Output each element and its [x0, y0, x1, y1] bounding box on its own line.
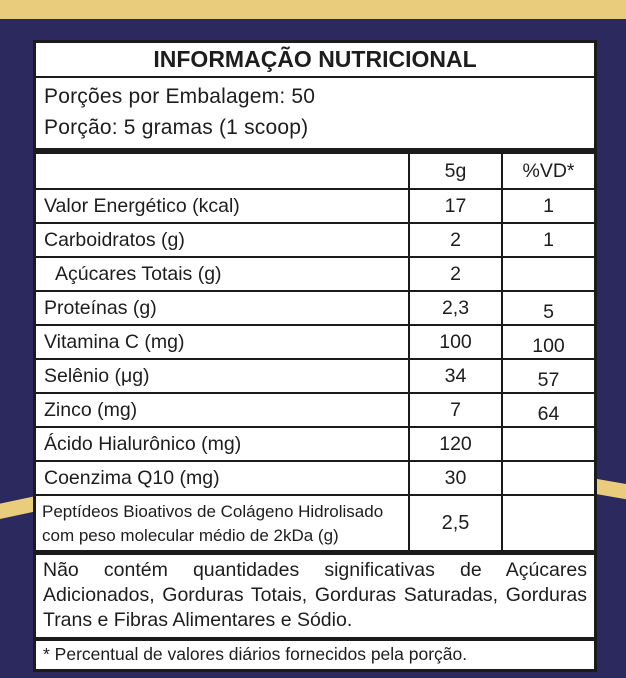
amount-value: 120: [408, 428, 501, 460]
dv-value: 100: [501, 326, 594, 358]
table-row: [36, 290, 594, 324]
peptide-row: [36, 494, 594, 550]
dv-value: 5: [501, 292, 594, 324]
nutrient-name: Carboidratos (g): [44, 228, 185, 251]
dv-footnote: * Percentual de valores diários fornecidos pela porção.: [36, 637, 594, 669]
col-header-nutrient: [36, 154, 408, 188]
nutrient-name: Zinco (mg): [44, 398, 138, 421]
nutrient-name: Vitamina C (mg): [44, 330, 185, 353]
peptide-label-line2: com peso molecular médio de 2kDa (g): [42, 526, 339, 545]
dv-value: 64: [501, 394, 594, 426]
dv-value: [501, 462, 594, 494]
label-card: [33, 40, 597, 672]
table-row: [36, 188, 594, 222]
nutrient-name: Ácido Hialurônico (mg): [44, 432, 242, 455]
amount-value: 2,3: [408, 292, 501, 324]
amount-value: 34: [408, 360, 501, 392]
nutrient-name: [36, 496, 408, 550]
dv-value: 57: [501, 360, 594, 392]
dv-value: 1: [501, 190, 594, 222]
col-header-amount: 5g: [408, 154, 501, 188]
table-row: [36, 392, 594, 426]
amount-value: 100: [408, 326, 501, 358]
col-header-dv: %VD*: [501, 154, 594, 188]
nutrient-name: Açúcares Totais (g): [55, 262, 222, 285]
table-row: [36, 222, 594, 256]
table-row: [36, 426, 594, 460]
servings-section: [36, 78, 594, 154]
nutrient-name: Proteínas (g): [44, 296, 157, 319]
insignificant-amounts-note: Não contém quantidades significativas de Açúcares Adicionados, Gorduras Totais, Gorduras Saturadas, Gorduras Trans e Fibras Alimentares e Sódio.: [36, 550, 594, 637]
table-row: [36, 256, 594, 290]
nutrient-name: Selênio (μg): [44, 364, 150, 387]
amount-value: 2,5: [408, 496, 501, 550]
dv-value: [501, 428, 594, 460]
table-row: [36, 324, 594, 358]
dv-value: 1: [501, 224, 594, 256]
nutrient-name: Coenzima Q10 (mg): [44, 466, 220, 489]
nutrient-name: Valor Energético (kcal): [44, 194, 240, 217]
dv-value: [501, 258, 594, 290]
nutrition-table: [36, 154, 594, 550]
panel-title: INFORMAÇÃO NUTRICIONAL: [36, 43, 594, 78]
amount-value: 7: [408, 394, 501, 426]
table-row: [36, 358, 594, 392]
table-row: [36, 460, 594, 494]
peptide-label-line1: Peptídeos Bioativos de Colágeno Hidrolisado: [42, 502, 384, 521]
amount-value: 30: [408, 462, 501, 494]
amount-value: 2: [408, 258, 501, 290]
servings-per-package: Porções por Embalagem: 50: [44, 85, 316, 108]
table-header-row: [36, 154, 594, 188]
serving-size: Porção: 5 gramas (1 scoop): [44, 116, 309, 139]
gold-top-band: [0, 0, 626, 19]
dv-value: [501, 496, 594, 550]
amount-value: 2: [408, 224, 501, 256]
amount-value: 17: [408, 190, 501, 222]
